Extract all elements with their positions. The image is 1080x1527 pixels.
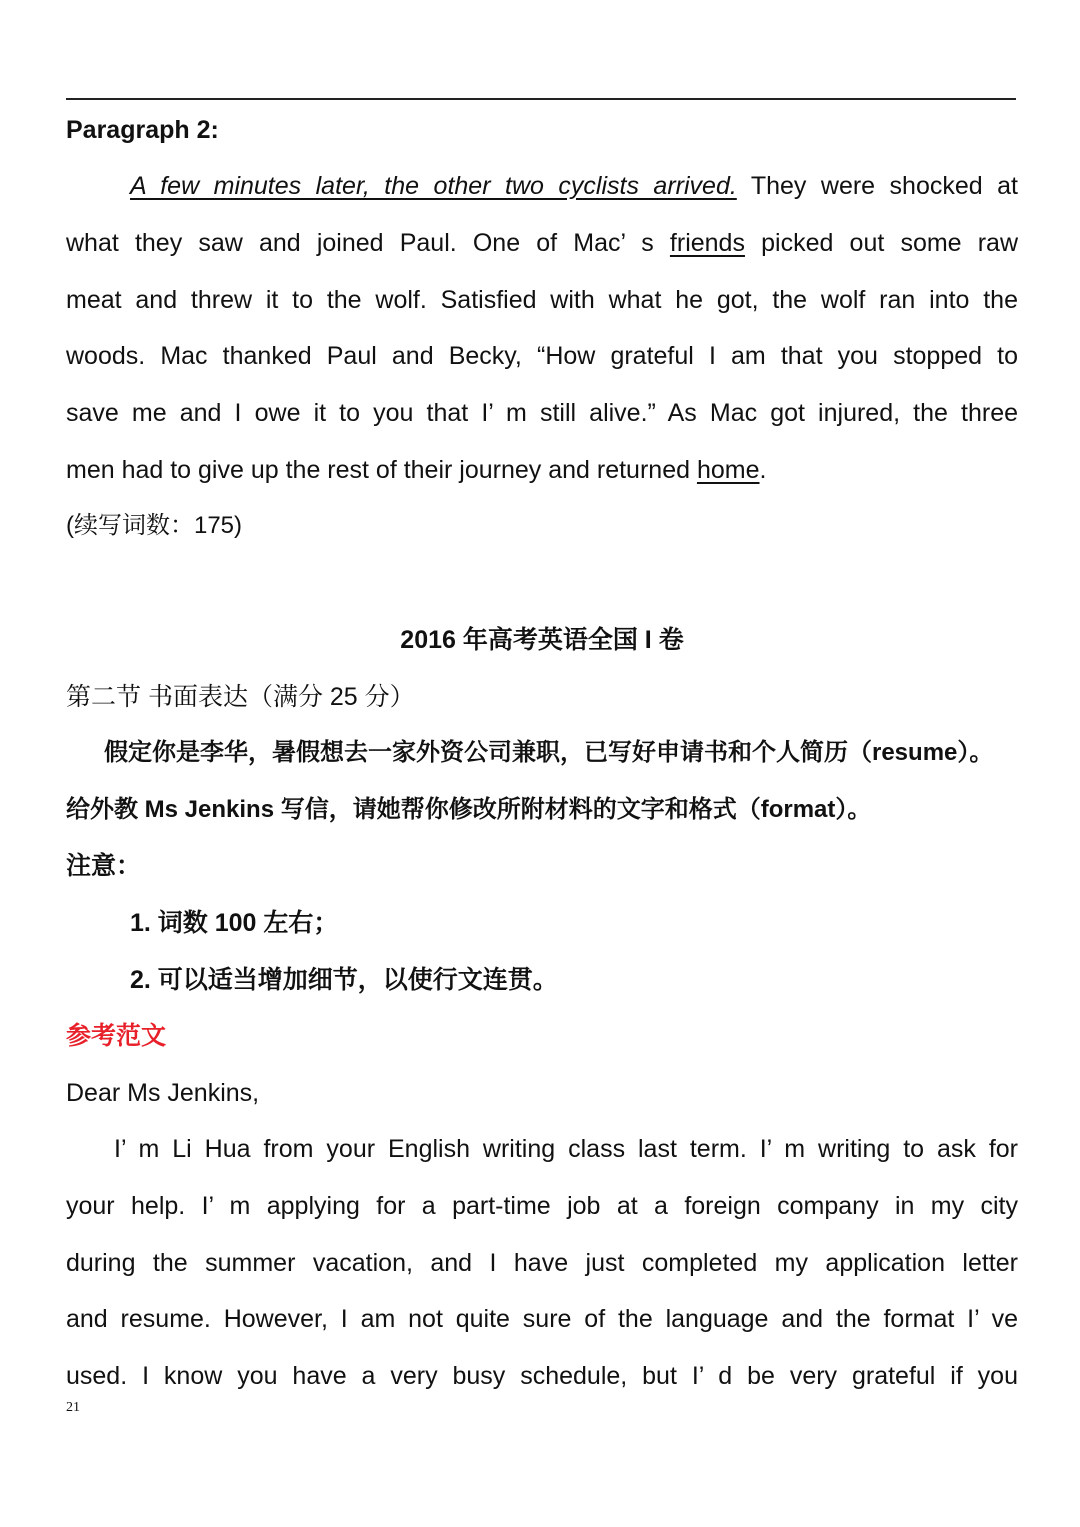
underlined-word-home: home: [696, 456, 760, 484]
underlined-opening-sentence: A few minutes later, the other two cyclists arrived.: [130, 172, 737, 200]
letter-line-3: during the summer vacation, and I have just completed my application letter: [66, 1249, 1018, 1277]
page-number: 21: [66, 1400, 80, 1415]
letter-line-5: used. I know you have a very busy schedule, but I’ d be very grateful if you: [66, 1362, 1018, 1390]
letter-greeting: Dear Ms Jenkins,: [66, 1079, 260, 1107]
line-text: .: [759, 456, 767, 484]
underlined-word-friends: friends: [669, 229, 745, 257]
paragraph-line-3: meat and threw it to the wolf. Satisfied with what he got, the wolf ran into the: [66, 286, 1018, 314]
paragraph-line-5: save me and I owe it to you that I’ m still alive.” As Mac got injured, the three: [66, 399, 1018, 427]
sample-essay-label: 参考范文: [66, 1022, 167, 1050]
paragraph-line-6: [66, 450, 1018, 490]
line-text: what they saw and joined Paul. One of Mac’ s: [66, 229, 670, 257]
note-2: 2. 可以适当增加细节，以使行文连贯。: [130, 966, 558, 994]
note-1: 1. 词数 100 左右；: [130, 909, 339, 937]
exam-title: 2016 年高考英语全国 I 卷: [400, 626, 684, 654]
paragraph-heading: Paragraph 2:: [66, 116, 219, 144]
paragraph-line-4: woods. Mac thanked Paul and Becky, “How grateful I am that you stopped to: [66, 342, 1018, 370]
letter-line-4: and resume. However, I am not quite sure of the language and the format I’ ve: [66, 1305, 1018, 1333]
task-line-1: 假定你是李华，暑假想去一家外资公司兼职，已写好申请书和个人简历（resume）。: [104, 739, 994, 766]
notes-label: 注意：: [66, 852, 142, 880]
line-text: They were shocked at: [736, 172, 1018, 200]
paragraph-line-1: [130, 166, 1018, 206]
top-rule: [66, 98, 1016, 100]
word-count: (续写词数：175): [66, 512, 243, 539]
line-text: men had to give up the rest of their journey and returned: [66, 456, 697, 484]
letter-line-1: I’ m Li Hua from your English writing class last term. I’ m writing to ask for: [114, 1135, 1018, 1163]
line-text: picked out some raw: [744, 229, 1019, 257]
letter-line-2: your help. I’ m applying for a part-time job at a foreign company in my city: [66, 1192, 1018, 1220]
paragraph-line-2: [66, 223, 1018, 263]
task-line-2: 给外教 Ms Jenkins 写信，请她帮你修改所附材料的文字和格式（format）。: [66, 796, 872, 823]
section-heading: 第二节 书面表达（满分 25 分）: [66, 683, 415, 711]
